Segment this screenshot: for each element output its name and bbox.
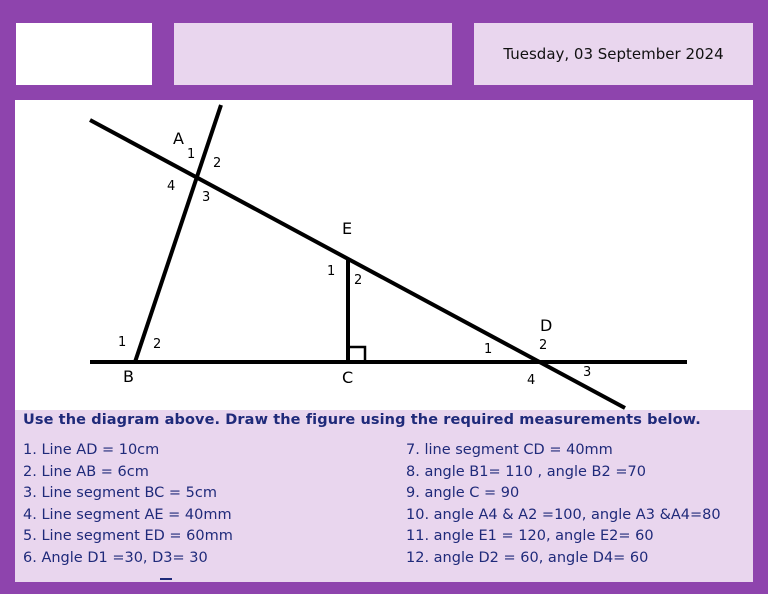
point-b-label: B	[123, 367, 134, 386]
angle-e2-label: 2	[354, 273, 363, 288]
instruction-text: Use the diagram above. Draw the figure using the required measurements below.	[23, 412, 701, 428]
list-item: 9. angle C = 90	[406, 485, 520, 502]
angle-b2-label: 2	[153, 337, 162, 352]
angle-d1-label: 1	[484, 342, 493, 357]
angle-e1-label: 1	[327, 264, 336, 279]
list-item: 2. Line AB = 6cm	[23, 463, 149, 480]
list-item: 12. angle D2 = 60, angle D4= 60	[406, 549, 649, 566]
angle-a1-label: 1	[187, 147, 196, 162]
geometry-diagram	[15, 100, 753, 410]
list-item: 8. angle B1= 110 , angle B2 =70	[406, 463, 646, 480]
logo-box	[16, 23, 152, 85]
title-box	[174, 23, 452, 85]
angle-a4-label: 4	[167, 179, 176, 194]
point-d-label: D	[540, 316, 553, 335]
list-item: 11. angle E1 = 120, angle E2= 60	[406, 528, 654, 545]
point-e-label: E	[342, 219, 353, 238]
angle-a2-label: 2	[213, 156, 222, 171]
list-item: 4. Line segment AE = 40mm	[23, 506, 232, 523]
list-item: 7. line segment CD = 40mm	[406, 442, 613, 458]
date-display: Tuesday, 03 September 2024	[474, 23, 753, 85]
angle-d3-label: 3	[583, 365, 592, 380]
angle-d2-label: 2	[539, 338, 548, 353]
angle-d4-label: 4	[527, 373, 536, 388]
angle-a3-label: 3	[202, 190, 211, 205]
list-item: 1. Line AD = 10cm	[23, 442, 160, 458]
measurements-list-left	[23, 440, 393, 570]
underline-mark	[160, 578, 172, 580]
point-c-label: C	[342, 368, 354, 387]
point-a-label: A	[173, 129, 184, 148]
line-ad	[90, 120, 625, 408]
list-item: 10. angle A4 & A2 =100, angle A3 &A4=80	[406, 506, 721, 523]
right-angle-marker	[348, 347, 365, 362]
angle-b1-label: 1	[118, 335, 127, 350]
measurements-list-right	[406, 440, 751, 570]
list-item: 6. Angle D1 =30, D3= 30	[23, 549, 208, 566]
list-item: 3. Line segment BC = 5cm	[23, 485, 217, 502]
list-item: 5. Line segment ED = 60mm	[23, 528, 233, 545]
